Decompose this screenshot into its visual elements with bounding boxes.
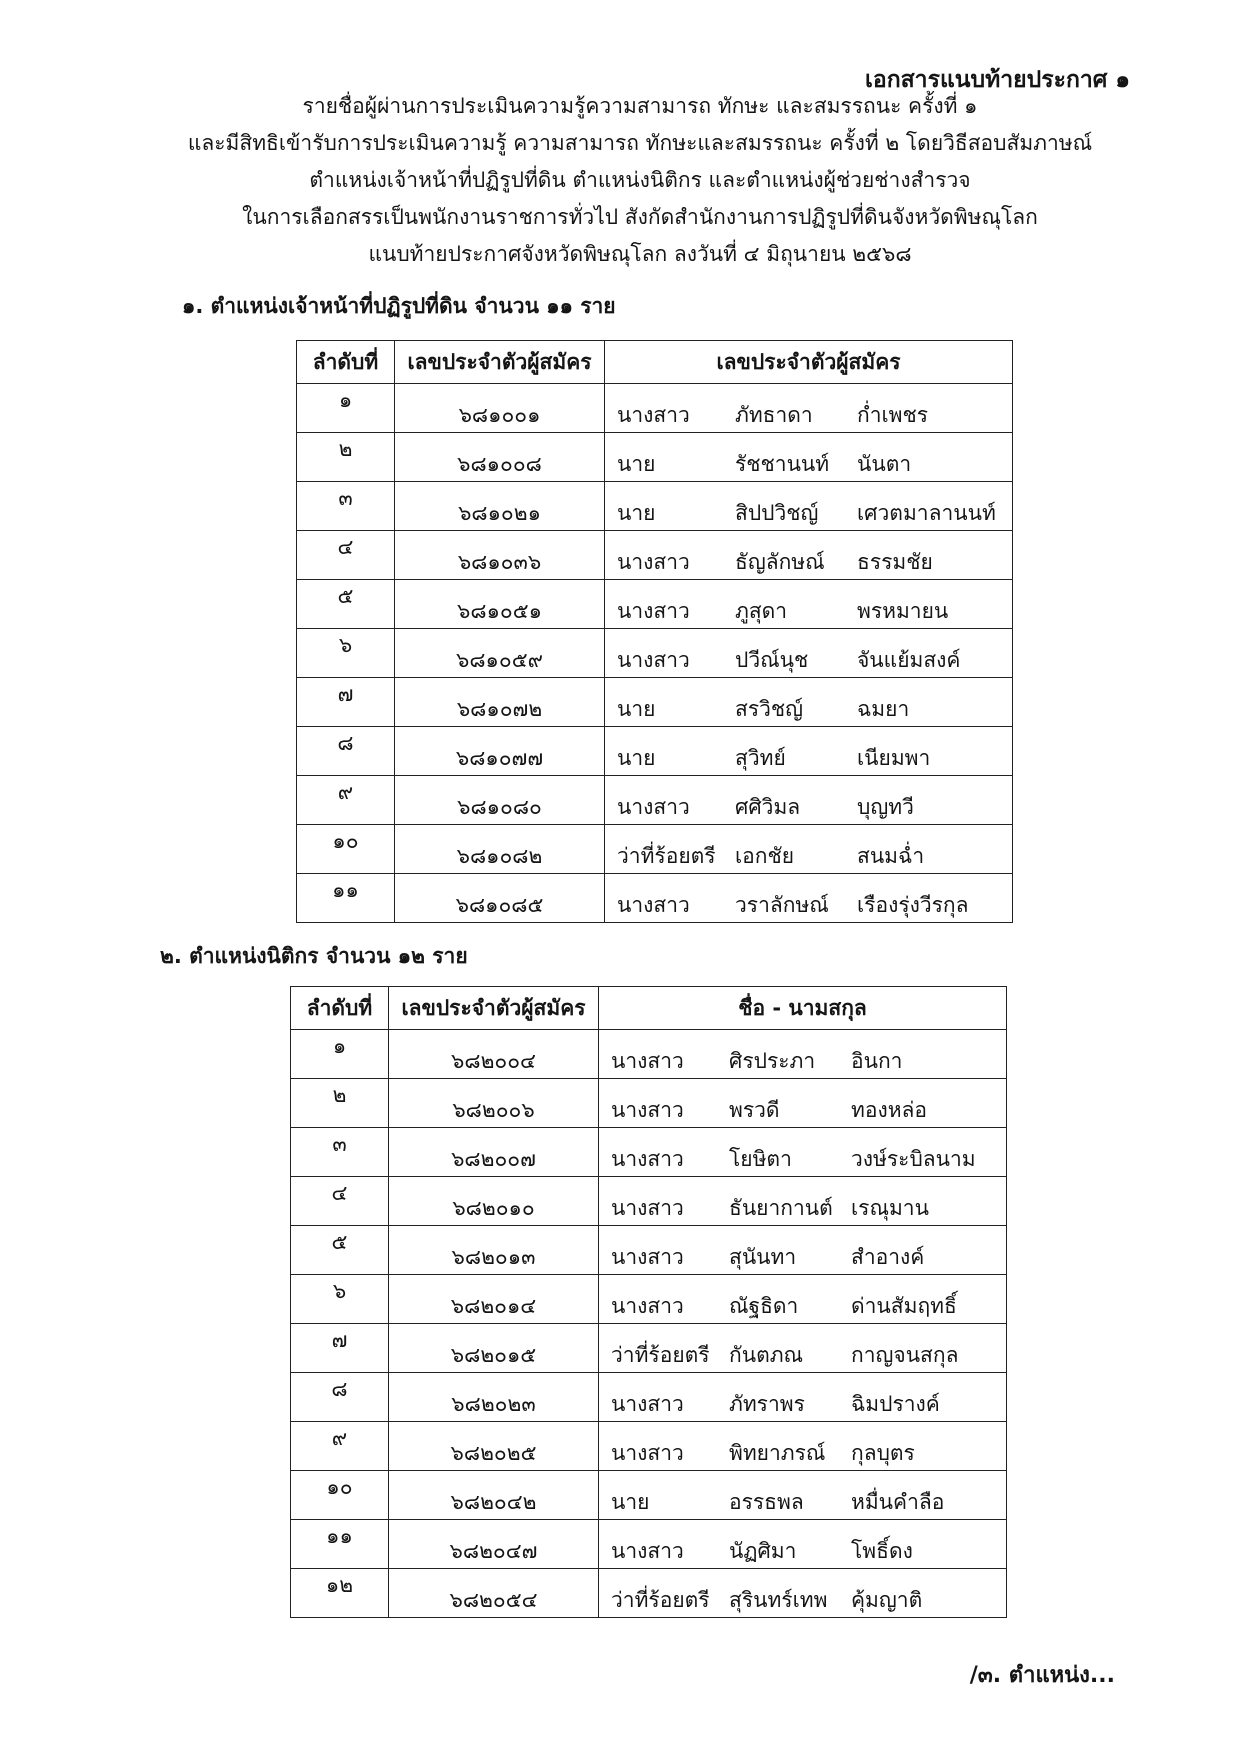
name-prefix: นาย [617,501,656,525]
first-name: โยษิตา [729,1147,792,1171]
applicant-id: ๖๘๒๐๐๖ [389,1079,599,1128]
name-prefix: นาย [617,452,656,476]
table-row [291,1422,1007,1471]
col-index-header: ลำดับที่ [297,341,395,384]
applicant-name [605,433,1013,482]
applicant-name [605,482,1013,531]
first-name: กันตภณ [729,1343,804,1367]
first-name: สุวิทย์ [735,746,786,770]
applicant-name [599,1128,1007,1177]
row-index: ๙ [297,776,395,825]
table-row [291,1226,1007,1275]
applicant-name [605,776,1013,825]
first-name: รัชชานนท์ [735,452,830,476]
name-prefix: ว่าที่ร้อยตรี [611,1343,710,1367]
first-name: ภัทราพร [729,1392,805,1416]
col-id-header: เลขประจำตัวผู้สมัคร [395,341,605,384]
name-prefix: นาย [617,697,656,721]
applicant-name [605,825,1013,874]
last-name: ด่านสัมฤทธิ์ [851,1294,957,1318]
first-name: ภัทธาดา [735,403,813,427]
applicant-name [605,727,1013,776]
name-prefix: นางสาว [617,648,690,672]
table-row [297,384,1013,433]
applicant-id: ๖๘๑๐๕๑ [395,580,605,629]
row-index: ๑๐ [291,1471,389,1520]
name-prefix: นาย [617,746,656,770]
table-row [291,1471,1007,1520]
name-prefix: นางสาว [617,599,690,623]
table-row [297,874,1013,923]
last-name: เรณุมาน [851,1196,929,1220]
applicant-id: ๖๘๒๐๐๔ [389,1030,599,1079]
first-name: พรวดี [729,1098,780,1122]
header-line: ตำแหน่งเจ้าหน้าที่ปฏิรูปที่ดิน ตำแหน่งนิติกร และตำแหน่งผู้ช่วยช่างสำรวจ [309,168,971,192]
col-name-header: ชื่อ - นามสกุล [599,987,1007,1030]
first-name: พิทยาภรณ์ [729,1441,826,1465]
applicant-id: ๖๘๒๐๑๕ [389,1324,599,1373]
row-index: ๗ [297,678,395,727]
name-prefix: นาย [611,1490,650,1514]
first-name: สุนันทา [729,1245,797,1269]
applicant-name [599,1373,1007,1422]
name-prefix: นางสาว [617,403,690,427]
name-prefix: นางสาว [611,1147,684,1171]
header-line: ในการเลือกสรรเป็นพนักงานราชการทั่วไป สังกัดสำนักงานการปฏิรูปที่ดินจังหวัดพิษณุโลก [242,205,1038,229]
header-line: และมีสิทธิเข้ารับการประเมินความรู้ ความสามารถ ทักษะและสมรรถนะ ครั้งที่ ๒ โดยวิธีสอบสัมภาษณ์ [187,131,1093,155]
first-name: ภูสุดา [735,599,788,623]
last-name: ฉมยา [857,697,910,721]
applicant-id: ๖๘๑๐๗๒ [395,678,605,727]
table-row [291,1275,1007,1324]
table-row [297,629,1013,678]
applicant-id: ๖๘๒๐๑๔ [389,1275,599,1324]
section-2-title: ๒. ตำแหน่งนิติกร จำนวน ๑๒ ราย [160,944,468,968]
last-name: เศวตมาลานนท์ [857,501,996,525]
last-name: บุญทวี [857,795,914,819]
row-index: ๑๒ [291,1569,389,1618]
row-index: ๗ [291,1324,389,1373]
table-row [291,1030,1007,1079]
last-name: สนมฉ่ำ [857,844,925,868]
first-name: ศิรประภา [729,1049,816,1073]
applicant-id: ๖๘๒๐๕๔ [389,1569,599,1618]
table-row [291,1324,1007,1373]
table-row [291,1128,1007,1177]
last-name: กาญจนสกุล [851,1343,959,1367]
applicant-name [599,1079,1007,1128]
last-name: กุลบุตร [851,1441,915,1465]
first-name: สิปปวิชญ์ [735,501,819,525]
name-prefix: นางสาว [617,795,690,819]
last-name: เรืองรุ่งวีรกุล [857,893,969,917]
first-name: สุรินทร์เทพ [729,1588,828,1612]
name-prefix: นางสาว [611,1441,684,1465]
row-index: ๓ [291,1128,389,1177]
applicant-name [605,580,1013,629]
col-id-header: เลขประจำตัวผู้สมัคร [389,987,599,1030]
header-line: รายชื่อผู้ผ่านการประเมินความรู้ความสามารถ ทักษะ และสมรรถนะ ครั้งที่ ๑ [302,94,978,118]
applicant-id: ๖๘๑๐๘๐ [395,776,605,825]
row-index: ๑๑ [297,874,395,923]
applicant-id: ๖๘๑๐๘๒ [395,825,605,874]
section-1-title: ๑. ตำแหน่งเจ้าหน้าที่ปฏิรูปที่ดิน จำนวน ๑๑ ราย [182,294,616,318]
applicant-name [599,1471,1007,1520]
first-name: วราลักษณ์ [735,893,829,917]
last-name: คุ้มญาติ [851,1588,923,1612]
section-1-table [296,340,1013,923]
first-name: สรวิชญ์ [735,697,804,721]
first-name: เอกชัย [735,844,795,868]
row-index: ๖ [291,1275,389,1324]
applicant-name [599,1226,1007,1275]
table-row [291,1373,1007,1422]
applicant-id: ๖๘๒๐๒๕ [389,1422,599,1471]
applicant-id: ๖๘๒๐๒๓ [389,1373,599,1422]
col-name-header: เลขประจำตัวผู้สมัคร [605,341,1013,384]
table-row [297,727,1013,776]
section-2-table [290,986,1007,1618]
name-prefix: นางสาว [611,1392,684,1416]
applicant-id: ๖๘๒๐๑๐ [389,1177,599,1226]
name-prefix: ว่าที่ร้อยตรี [617,844,716,868]
name-prefix: นางสาว [611,1098,684,1122]
table-row [297,580,1013,629]
name-prefix: นางสาว [611,1539,684,1563]
name-prefix: ว่าที่ร้อยตรี [611,1588,710,1612]
row-index: ๙ [291,1422,389,1471]
name-prefix: นางสาว [611,1245,684,1269]
table-row [291,1177,1007,1226]
applicant-name [599,1569,1007,1618]
table-row [297,482,1013,531]
row-index: ๔ [297,531,395,580]
applicant-name [605,384,1013,433]
applicant-id: ๖๘๑๐๐๘ [395,433,605,482]
last-name: พรหมายน [857,599,949,623]
first-name: ศศิวิมล [735,795,801,819]
last-name: จันแย้มสงค์ [857,648,961,672]
row-index: ๘ [291,1373,389,1422]
applicant-name [599,1520,1007,1569]
applicant-id: ๖๘๒๐๔๗ [389,1520,599,1569]
row-index: ๖ [297,629,395,678]
applicant-id: ๖๘๑๐๗๗ [395,727,605,776]
document-reference: เอกสารแนบท้ายประกาศ ๑ [865,67,1130,93]
last-name: เนียมพา [857,746,931,770]
applicant-id: ๖๘๑๐๐๑ [395,384,605,433]
last-name: ทองหล่อ [851,1098,928,1122]
row-index: ๕ [291,1226,389,1275]
row-index: ๑๑ [291,1520,389,1569]
row-index: ๑๐ [297,825,395,874]
name-prefix: นางสาว [611,1294,684,1318]
applicant-name [605,874,1013,923]
applicant-id: ๖๘๑๐๕๙ [395,629,605,678]
name-prefix: นางสาว [617,893,690,917]
name-prefix: นางสาว [611,1049,684,1073]
applicant-name [599,1030,1007,1079]
first-name: นัฏศิมา [729,1539,797,1563]
last-name: วงษ์ระบิลนาม [851,1147,976,1171]
applicant-name [599,1177,1007,1226]
first-name: ธัญลักษณ์ [735,550,825,574]
name-prefix: นางสาว [611,1196,684,1220]
table-row [297,433,1013,482]
first-name: ปวีณ์นุช [735,648,809,672]
last-name: ธรรมชัย [857,550,933,574]
last-name: สำอางค์ [851,1245,925,1269]
applicant-id: ๖๘๒๐๑๓ [389,1226,599,1275]
table-row [291,1079,1007,1128]
applicant-name [605,531,1013,580]
col-index-header: ลำดับที่ [291,987,389,1030]
table-row [291,1520,1007,1569]
row-index: ๑ [297,384,395,433]
table-row [291,1569,1007,1618]
row-index: ๘ [297,727,395,776]
applicant-name [605,629,1013,678]
row-index: ๓ [297,482,395,531]
applicant-name [599,1275,1007,1324]
last-name: นันตา [857,452,912,476]
applicant-name [599,1422,1007,1471]
first-name: ธันยากานต์ [729,1196,833,1220]
first-name: อรรธพล [729,1490,804,1514]
first-name: ณัฐธิดา [729,1294,799,1318]
name-prefix: นางสาว [617,550,690,574]
table-row [297,531,1013,580]
applicant-id: ๖๘๒๐๔๒ [389,1471,599,1520]
section-2-rows [291,1030,1007,1618]
table-row [297,776,1013,825]
table-header-row [297,341,1013,384]
last-name: หมื่นคำลือ [851,1490,945,1514]
table-header-row [291,987,1007,1030]
continuation-note: /๓. ตำแหน่ง... [969,1663,1115,1688]
table-row [297,678,1013,727]
row-index: ๕ [297,580,395,629]
last-name: ก่ำเพชร [857,403,929,427]
applicant-id: ๖๘๑๐๘๕ [395,874,605,923]
row-index: ๒ [291,1079,389,1128]
applicant-id: ๖๘๑๐๓๖ [395,531,605,580]
last-name: ฉิมปรางค์ [851,1392,940,1416]
last-name: โพธิ์ดง [851,1539,913,1563]
header-line: แนบท้ายประกาศจังหวัดพิษณุโลก ลงวันที่ ๔ มิถุนายน ๒๕๖๘ [368,242,912,266]
applicant-name [599,1324,1007,1373]
applicant-name [605,678,1013,727]
row-index: ๒ [297,433,395,482]
table-row [297,825,1013,874]
document-header [150,88,1130,273]
section-1-rows [297,384,1013,923]
applicant-id: ๖๘๑๐๒๑ [395,482,605,531]
last-name: อินกา [851,1049,903,1073]
applicant-id: ๖๘๒๐๐๗ [389,1128,599,1177]
row-index: ๔ [291,1177,389,1226]
row-index: ๑ [291,1030,389,1079]
